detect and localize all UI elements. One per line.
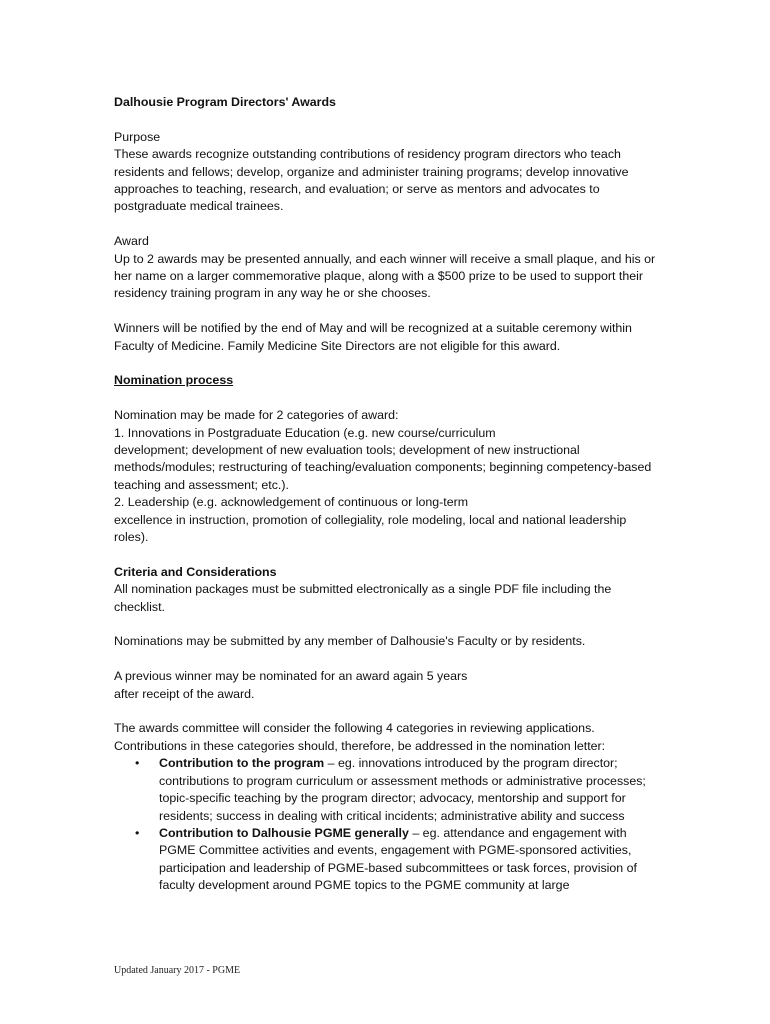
criteria-p3a: A previous winner may be nominated for an award again 5 years bbox=[114, 669, 468, 684]
purpose-heading: Purpose bbox=[114, 129, 161, 144]
nomination-cat1-title: 1. Innovations in Postgraduate Education (e.g. new course/curriculum bbox=[114, 425, 496, 440]
award-notification: Winners will be notified by the end of May and will be recognized at a suitable ceremony within Faculty of Medicine. Family Medicine Site Directors are not eligible for this award. bbox=[114, 321, 632, 353]
nomination-cat2-text: excellence in instruction, promotion of collegiality, role modeling, local and national leadership roles). bbox=[114, 512, 627, 545]
bullet-text: – eg. innovations introduced by the program director; contributions to program curriculum or assessment methods or administrative processes; topic-specific teaching by the program director; advocacy, mentorship and support for residents; success in dealing with critical incidents; administrative ability and success bbox=[159, 756, 646, 823]
document-body bbox=[114, 94, 659, 895]
list-item bbox=[159, 755, 659, 825]
nomination-heading: Nomination process bbox=[114, 373, 234, 388]
footer-updated: Updated January 2017 - PGME bbox=[114, 965, 241, 976]
criteria-bullet-list bbox=[114, 755, 659, 894]
criteria-p1: All nomination packages must be submitted electronically as a single PDF file including the checklist. bbox=[114, 582, 612, 614]
award-heading: Award bbox=[114, 234, 149, 249]
bullet-label: Contribution to Dalhousie PGME generally bbox=[159, 825, 409, 840]
criteria-p4b: Contributions in these categories should, therefore, be addressed in the nomination letter: bbox=[114, 738, 606, 753]
purpose-text: These awards recognize outstanding contributions of residency program directors who teach residents and fellows; develop, organize and administer training programs; develop innovative approaches to teaching, research, and evaluation; or serve as mentors and advocates to postgraduate medical trainees. bbox=[114, 147, 629, 214]
award-text: Up to 2 awards may be presented annually, and each winner will receive a small plaque, and his or her name on a larger commemorative plaque, along with a $500 prize to be used to support their residency training program in any way he or she chooses. bbox=[114, 251, 656, 301]
bullet-text: – eg. attendance and engagement with PGME Committee activities and events, engagement with PGME-sponsored activities, participation and leadership of PGME-based subcommittees or task forces, provision of faculty development around PGME topics to the PGME community at large bbox=[159, 825, 637, 893]
criteria-heading: Criteria and Considerations bbox=[114, 564, 277, 579]
nomination-cat1-text: development; development of new evaluation tools; development of new instructional methods/modules; restructuring of teaching/evaluation components; beginning competency-based teaching and assessment; etc.). bbox=[114, 443, 652, 492]
document-title: Dalhousie Program Directors' Awards bbox=[114, 95, 336, 109]
criteria-p2: Nominations may be submitted by any member of Dalhousie's Faculty or by residents. bbox=[114, 634, 586, 649]
criteria-p4a: The awards committee will consider the following 4 categories in reviewing applications. bbox=[114, 721, 595, 736]
list-item bbox=[159, 825, 659, 895]
criteria-p3b: after receipt of the award. bbox=[114, 686, 255, 701]
nomination-intro: Nomination may be made for 2 categories of award: bbox=[114, 408, 399, 423]
bullet-label: Contribution to the program bbox=[159, 756, 325, 771]
nomination-cat2-title: 2. Leadership (e.g. acknowledgement of continuous or long-term bbox=[114, 495, 469, 510]
